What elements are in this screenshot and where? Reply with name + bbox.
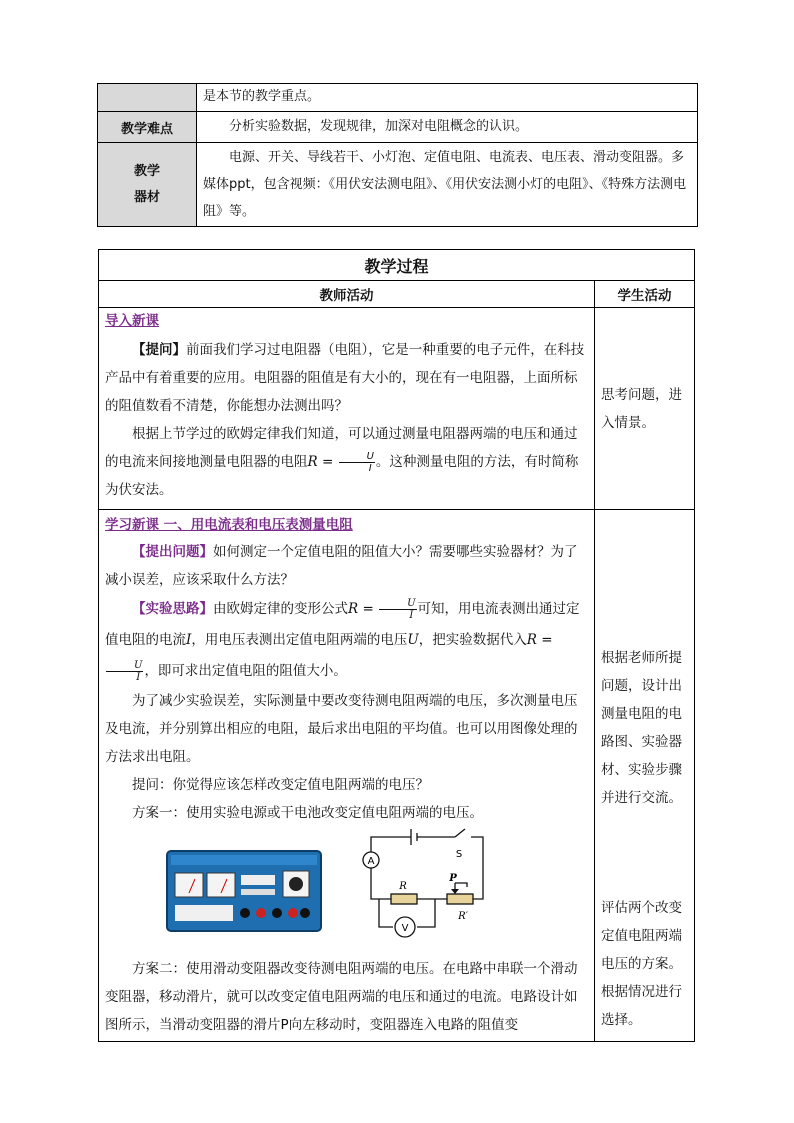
intro-ohm-b: 。这种测量电阻的方法，有时简称为伏安法。 — [105, 454, 579, 498]
intro-ohm — [105, 420, 588, 504]
new-plan2: 方案二：使用滑动变阻器改变待测电阻两端的电压。在电路中串联一个滑动变阻器，移动滑片，就可以改变定值电阻两端的电压和通过的电流。电路设计如图所示，当滑动变阻器的滑片P向左移动时，变阻器连入电路的阻值变 — [105, 961, 578, 1033]
intro-heading: 导入新课 — [105, 313, 159, 329]
figures-area — [105, 827, 588, 955]
formula-r: R — [307, 454, 318, 470]
new-plan1: 方案一：使用实验电源或干电池改变定值电阻两端的电压。 — [132, 805, 483, 821]
new-reduce: 为了减少实验误差，实际测量中要改变待测电阻两端的电压，多次测量电压及电流，并分别算出相应的电阻，最后求出电阻的平均值。也可以用图像处理的方法求出电阻。 — [105, 693, 578, 765]
formula-u: U — [339, 451, 375, 463]
formula-i: I — [368, 462, 372, 474]
new-student-text-1: 根据老师所提问题，设计出测量电阻的电路图、实验器材、实验步骤并进行交流。 — [601, 650, 682, 806]
intro-question-tag: 【提问】 — [132, 342, 186, 358]
difficulty-label: 教学难点 — [98, 112, 197, 143]
new-question-text: 如何测定一个定值电阻的阻值大小？需要哪些实验器材？为了减小误差，应该采取什么方法？ — [105, 544, 578, 588]
info-table — [97, 83, 698, 227]
idea-a: 由欧姆定律的变形公式 — [213, 601, 348, 617]
intro-teacher-cell — [99, 308, 595, 510]
idea-c: ，用电压表测出定值电阻两端的电压 — [191, 632, 408, 648]
intro-ohm-a: 根据上节学过的欧姆定律我们知道，可以通过测量电阻器两端的电压和通过的电流来间接地测量电阻器的电阻 — [105, 426, 578, 470]
idea-e: ，即可求出定值电阻的阻值大小。 — [144, 663, 347, 679]
formula-fraction — [339, 451, 375, 474]
idea-d: ，把实验数据代入 — [418, 632, 527, 648]
sym-u: U — [407, 632, 419, 648]
process-title: 教学过程 — [99, 250, 695, 281]
info-row0-text: 是本节的教学重点。 — [197, 84, 698, 112]
new-idea: 【实验思路】由欧姆定律的变形公式R = $\frac{U}{I}$ 可知，用电流表测出通过定值电阻的电流I，用电压表测出定值电阻两端的电压U，把实验数据代入R = $\frac{U}{I}$ ，即可求出定值电阻的阻值大小。 — [105, 597, 580, 683]
new-question-tag: 【提出问题】 — [132, 544, 213, 560]
voltmeter-label: V — [401, 923, 409, 934]
new-idea-tag: 【实验思路】 — [132, 601, 213, 617]
col-student-header: 学生活动 — [595, 281, 695, 308]
materials-label — [98, 143, 197, 227]
intro-question — [105, 336, 588, 420]
materials-label-line2: 器材 — [133, 189, 160, 205]
idea-b: 可知，用电流表测出通过定值电阻的电流 — [105, 601, 580, 648]
slider-label: P — [449, 873, 457, 884]
materials-label-line1: 教学 — [133, 163, 160, 179]
circuit-diagram — [355, 827, 505, 947]
formula-eq: = — [317, 454, 338, 470]
rheostat-label: R′ — [458, 911, 468, 922]
materials-text: 电源、开关、导线若干、小灯泡、定值电阻、电流表、电压表、滑动变阻器。多媒体ppt，包含视频：《用伏安法测电阻》、《用伏安法测小灯的电阻》、《特殊方法测电阻》等。 — [197, 143, 698, 227]
new-student-cell — [595, 510, 695, 1042]
new-heading: 学习新课 一、用电流表和电压表测量电阻 — [105, 517, 353, 533]
new-student-text-2: 评估两个改变定值电阻两端电压的方案。根据情况进行选择。 — [601, 900, 682, 1028]
resistor-label: R — [399, 881, 407, 892]
difficulty-text: 分析实验数据，发现规律，加深对电阻概念的认识。 — [197, 112, 698, 143]
intro-student-cell: 思考问题，进入情景。 — [595, 308, 695, 510]
intro-question-text: 前面我们学习过电阻器（电阻），它是一种重要的电子元件，在科技产品中有着重要的应用。电阻器的阻值是有大小的，现在有一电阻器，上面所标的阻值数看不清楚，你能想办法测出吗？ — [105, 342, 585, 414]
process-table — [98, 249, 695, 1042]
ammeter-label: A — [367, 856, 375, 867]
new-teacher-cell — [99, 510, 595, 1042]
info-label-empty — [98, 84, 197, 112]
switch-label: S — [455, 849, 463, 860]
sym-i: I — [186, 632, 192, 648]
new-ask: 提问：你觉得应该怎样改变定值电阻两端的电压？ — [132, 777, 429, 793]
power-supply-image — [165, 847, 325, 935]
col-teacher-header: 教师活动 — [99, 281, 595, 308]
new-question — [105, 538, 588, 594]
